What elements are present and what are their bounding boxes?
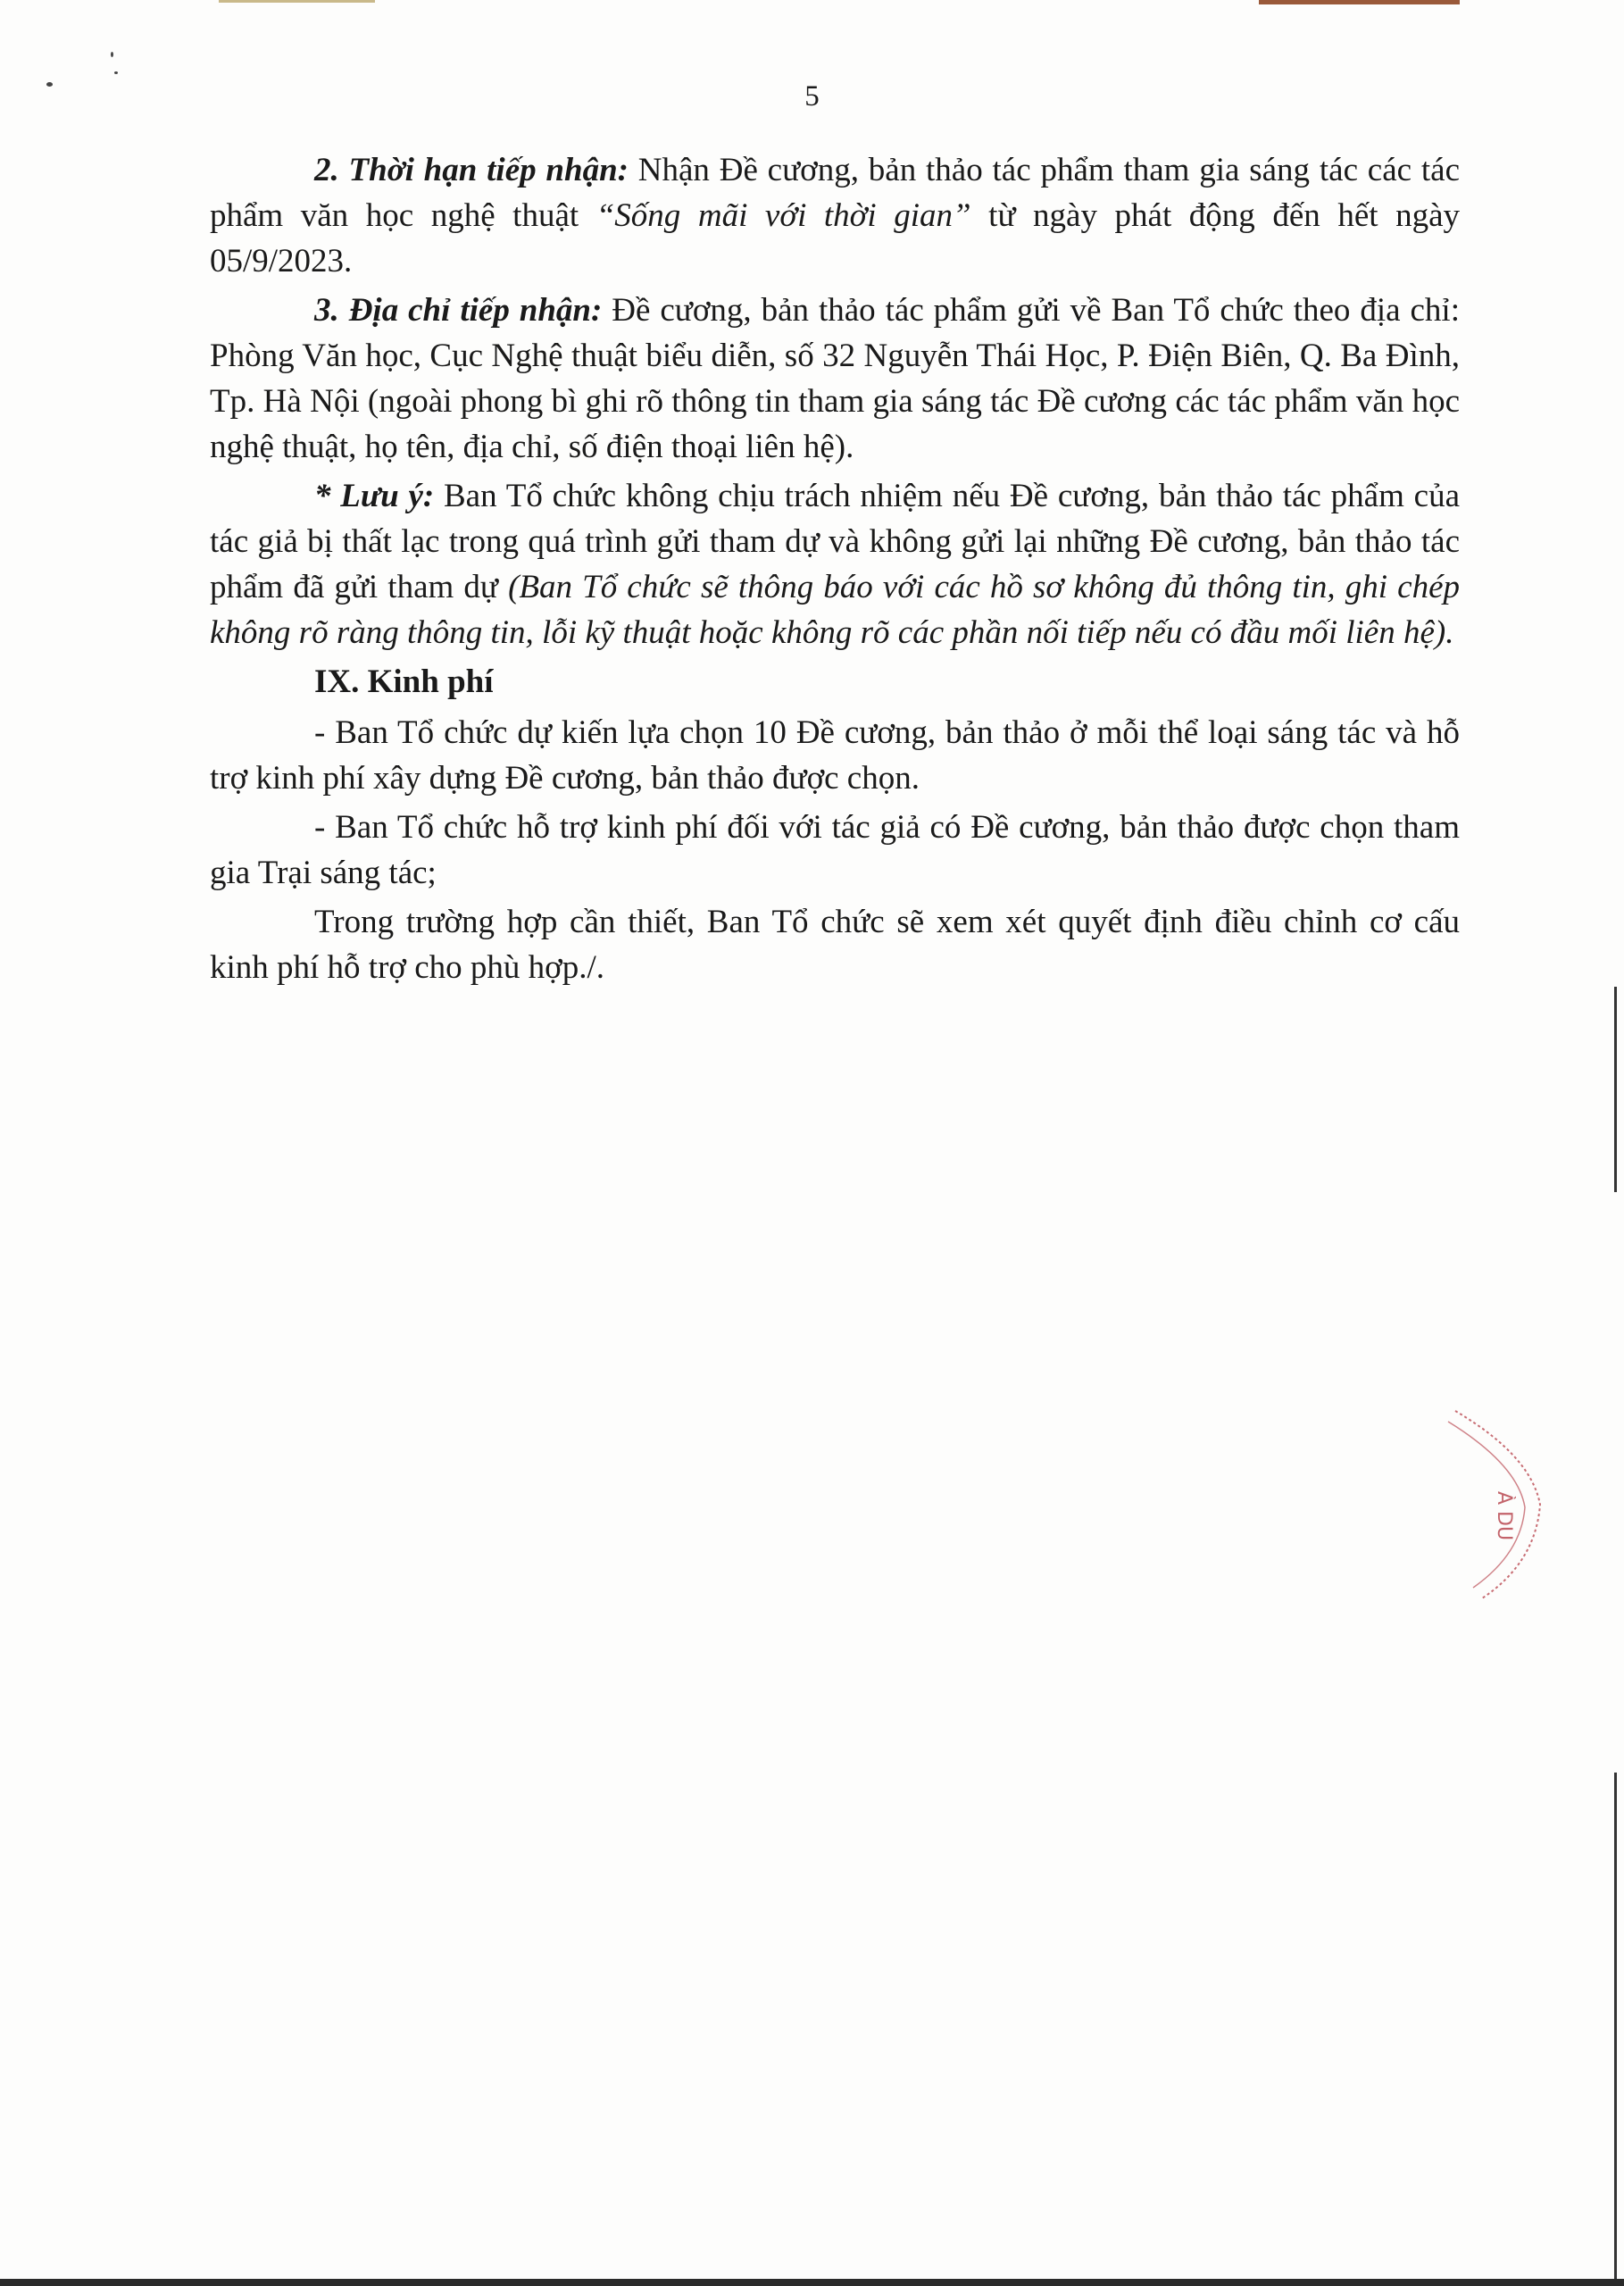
scan-edge-shadow (0, 2279, 1624, 2286)
funding-item: - Ban Tổ chức hỗ trợ kinh phí đối với tác giả có Đề cương, bản thảo được chọn tham gia Trại sáng tác; (210, 809, 1460, 891)
seal-text: À DU (1493, 1491, 1515, 1541)
scan-speck (111, 52, 113, 57)
campaign-title: “Sống mãi với thời gian” (595, 197, 971, 234)
note-text: Ban Tổ chức không chịu trách nhiệm nếu Đề cương, bản thảo tác phẩm của tác giả bị thất lạc trong quá trình gửi tham dự và không gửi lại những Đề cương, bản thảo tác phẩm đã gửi tham dự (210, 478, 1460, 605)
document-body (210, 147, 1460, 994)
funding-item: Trong trường hợp cần thiết, Ban Tổ chức sẽ xem xét quyết định điều chỉnh cơ cấu kinh phí hỗ trợ cho phù hợp./. (210, 904, 1460, 986)
note-italic-text: (Ban Tổ chức sẽ thông báo với các hồ sơ không đủ thông tin, ghi chép không rõ ràng thông tin, lỗi kỹ thuật hoặc không rõ các phần nối tiếp nếu có đầu mối liên hệ). (210, 569, 1461, 651)
scan-edge-shadow (1614, 987, 1617, 1192)
deadline-paragraph (210, 147, 1460, 284)
deadline-label: 2. Thời hạn tiếp nhận: (314, 152, 629, 188)
deadline-text: Nhận Đề cương, bản thảo tác phẩm tham gia sáng tác các tác phẩm văn học nghệ thuật (210, 152, 1460, 234)
deadline-date-text: từ ngày phát động đến hết ngày 05/9/2023. (210, 197, 1460, 279)
page-number: 5 (804, 80, 820, 113)
address-text: Đề cương, bản thảo tác phẩm gửi về Ban Tổ chức theo địa chỉ: Phòng Văn học, Cục Nghệ thuật biểu diễn, số 32 Nguyễn Thái Học, P. Điện Biên, Q. Ba Đình, Tp. Hà Nội (ngoài phong bì ghi rõ thông tin tham gia sáng tác Đề cương các tác phẩm văn học nghệ thuật, họ tên, địa chỉ, số điện thoại liên hệ). (210, 292, 1460, 465)
funding-item: - Ban Tổ chức dự kiến lựa chọn 10 Đề cương, bản thảo ở mỗi thể loại sáng tác và hỗ trợ kinh phí xây dựng Đề cương, bản thảo được chọn. (210, 714, 1460, 797)
note-label: * Lưu ý: (314, 478, 435, 514)
funding-heading: IX. Kinh phí (314, 663, 494, 700)
address-label: 3. Địa chỉ tiếp nhận: (314, 292, 603, 329)
scan-edge-shadow (1614, 1773, 1617, 2286)
scan-speck (114, 71, 118, 74)
address-paragraph (210, 288, 1460, 470)
seal-stamp-fragment (1446, 1402, 1553, 1607)
scan-edge-mark (219, 0, 375, 3)
scan-edge-mark (1259, 0, 1460, 4)
note-paragraph (210, 473, 1460, 655)
